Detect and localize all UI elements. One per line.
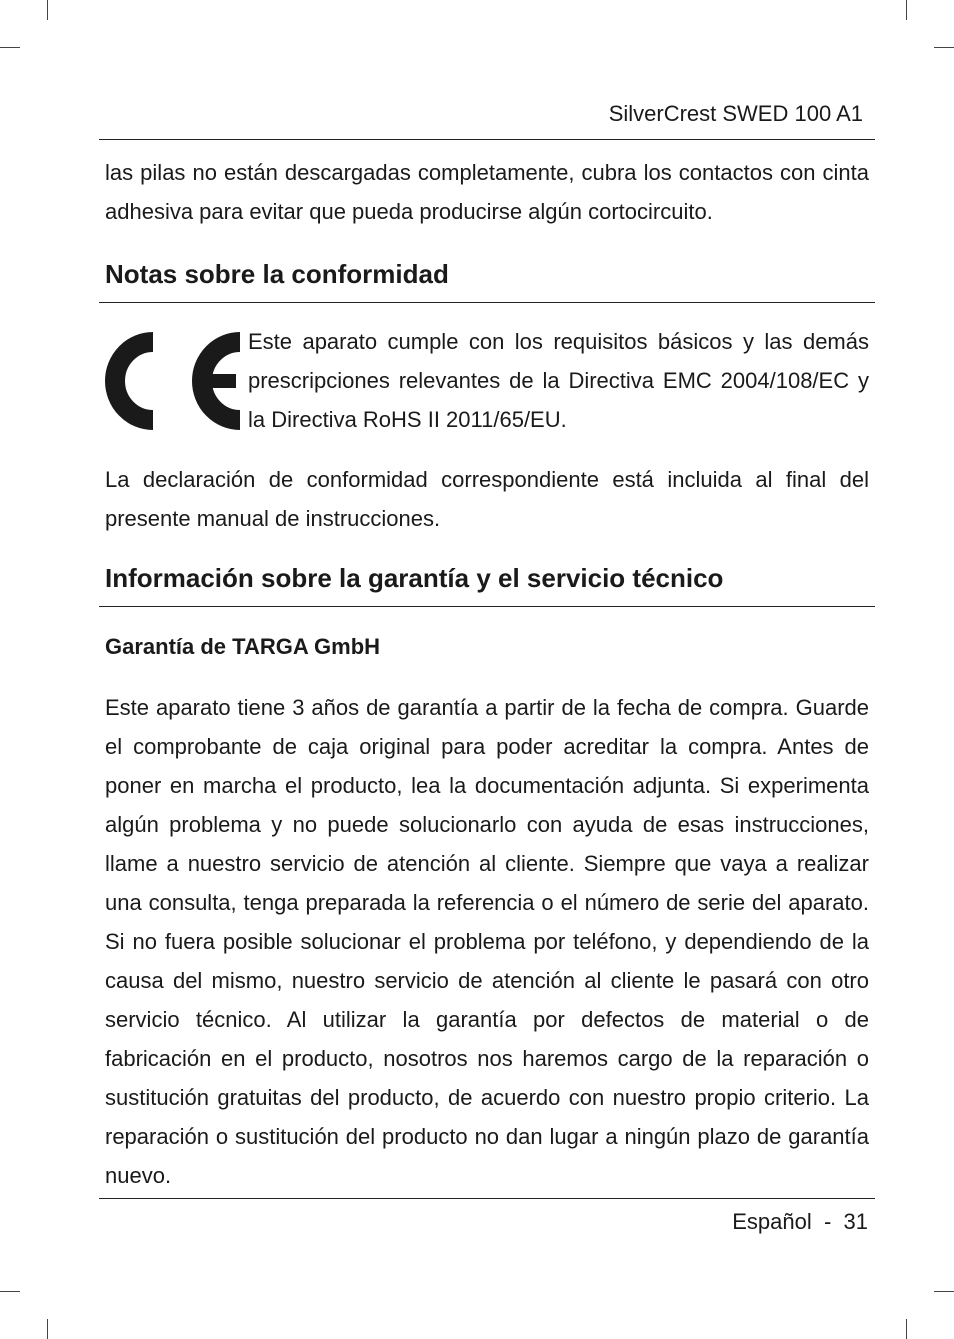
crop-mark [906, 1319, 907, 1339]
warranty-subheading: Garantía de TARGA GmbH [105, 634, 381, 659]
crop-mark [0, 1291, 20, 1292]
crop-mark [934, 47, 954, 48]
declaration-paragraph: La declaración de conformidad correspondiente está incluida al final del presente manual de instrucciones. [105, 467, 869, 531]
section-rule [99, 302, 875, 303]
crop-mark [47, 0, 48, 20]
ce-compliance-text: Este aparato cumple con los requisitos básicos y las demás prescripciones relevantes de la Directiva EMC 2004/108/EC y la Directiva RoHS II 2011/65/EU. [248, 329, 869, 432]
header-rule [99, 139, 875, 140]
conformity-heading: Notas sobre la conformidad [105, 259, 449, 289]
warranty-heading: Información sobre la garantía y el servicio técnico [105, 563, 724, 593]
intro-paragraph: las pilas no están descargadas completamente, cubra los contactos con cinta adhesiva para evitar que pueda producirse algún cortocircuito. [105, 160, 869, 224]
page-number: Español - 31 [732, 1209, 868, 1234]
section-rule [99, 606, 875, 607]
page-header: SilverCrest SWED 100 A1 [608, 101, 863, 126]
crop-mark [0, 47, 20, 48]
crop-mark [906, 0, 907, 20]
footer-rule [99, 1198, 875, 1199]
ce-mark-icon [103, 330, 243, 432]
crop-mark [47, 1319, 48, 1339]
crop-mark [934, 1291, 954, 1292]
warranty-paragraph: Este aparato tiene 3 años de garantía a partir de la fecha de compra. Guarde el comprobante de caja original para poder acreditar la compra. Antes de poner en marcha el producto, lea la documentación adjunta. Si experimenta algún problema y no puede solucionarlo con ayuda de esas instrucciones, llame a nuestro servicio de atención al cliente. Siempre que vaya a realizar una consulta, tenga preparada la referencia o el número de serie del aparato. Si no fuera posible solucionar el problema por teléfono, y dependiendo de la causa del mismo, nuestro servicio de atención al cliente le pasará con otro servicio técnico. Al utilizar la garantía por defectos de material o de fabricación en el producto, nosotros nos haremos cargo de la reparación o sustitución gratuitas del producto, de acuerdo con nuestro propio criterio. La reparación o sustitución del producto no dan lugar a ningún plazo de garantía nuevo. [105, 695, 869, 1188]
